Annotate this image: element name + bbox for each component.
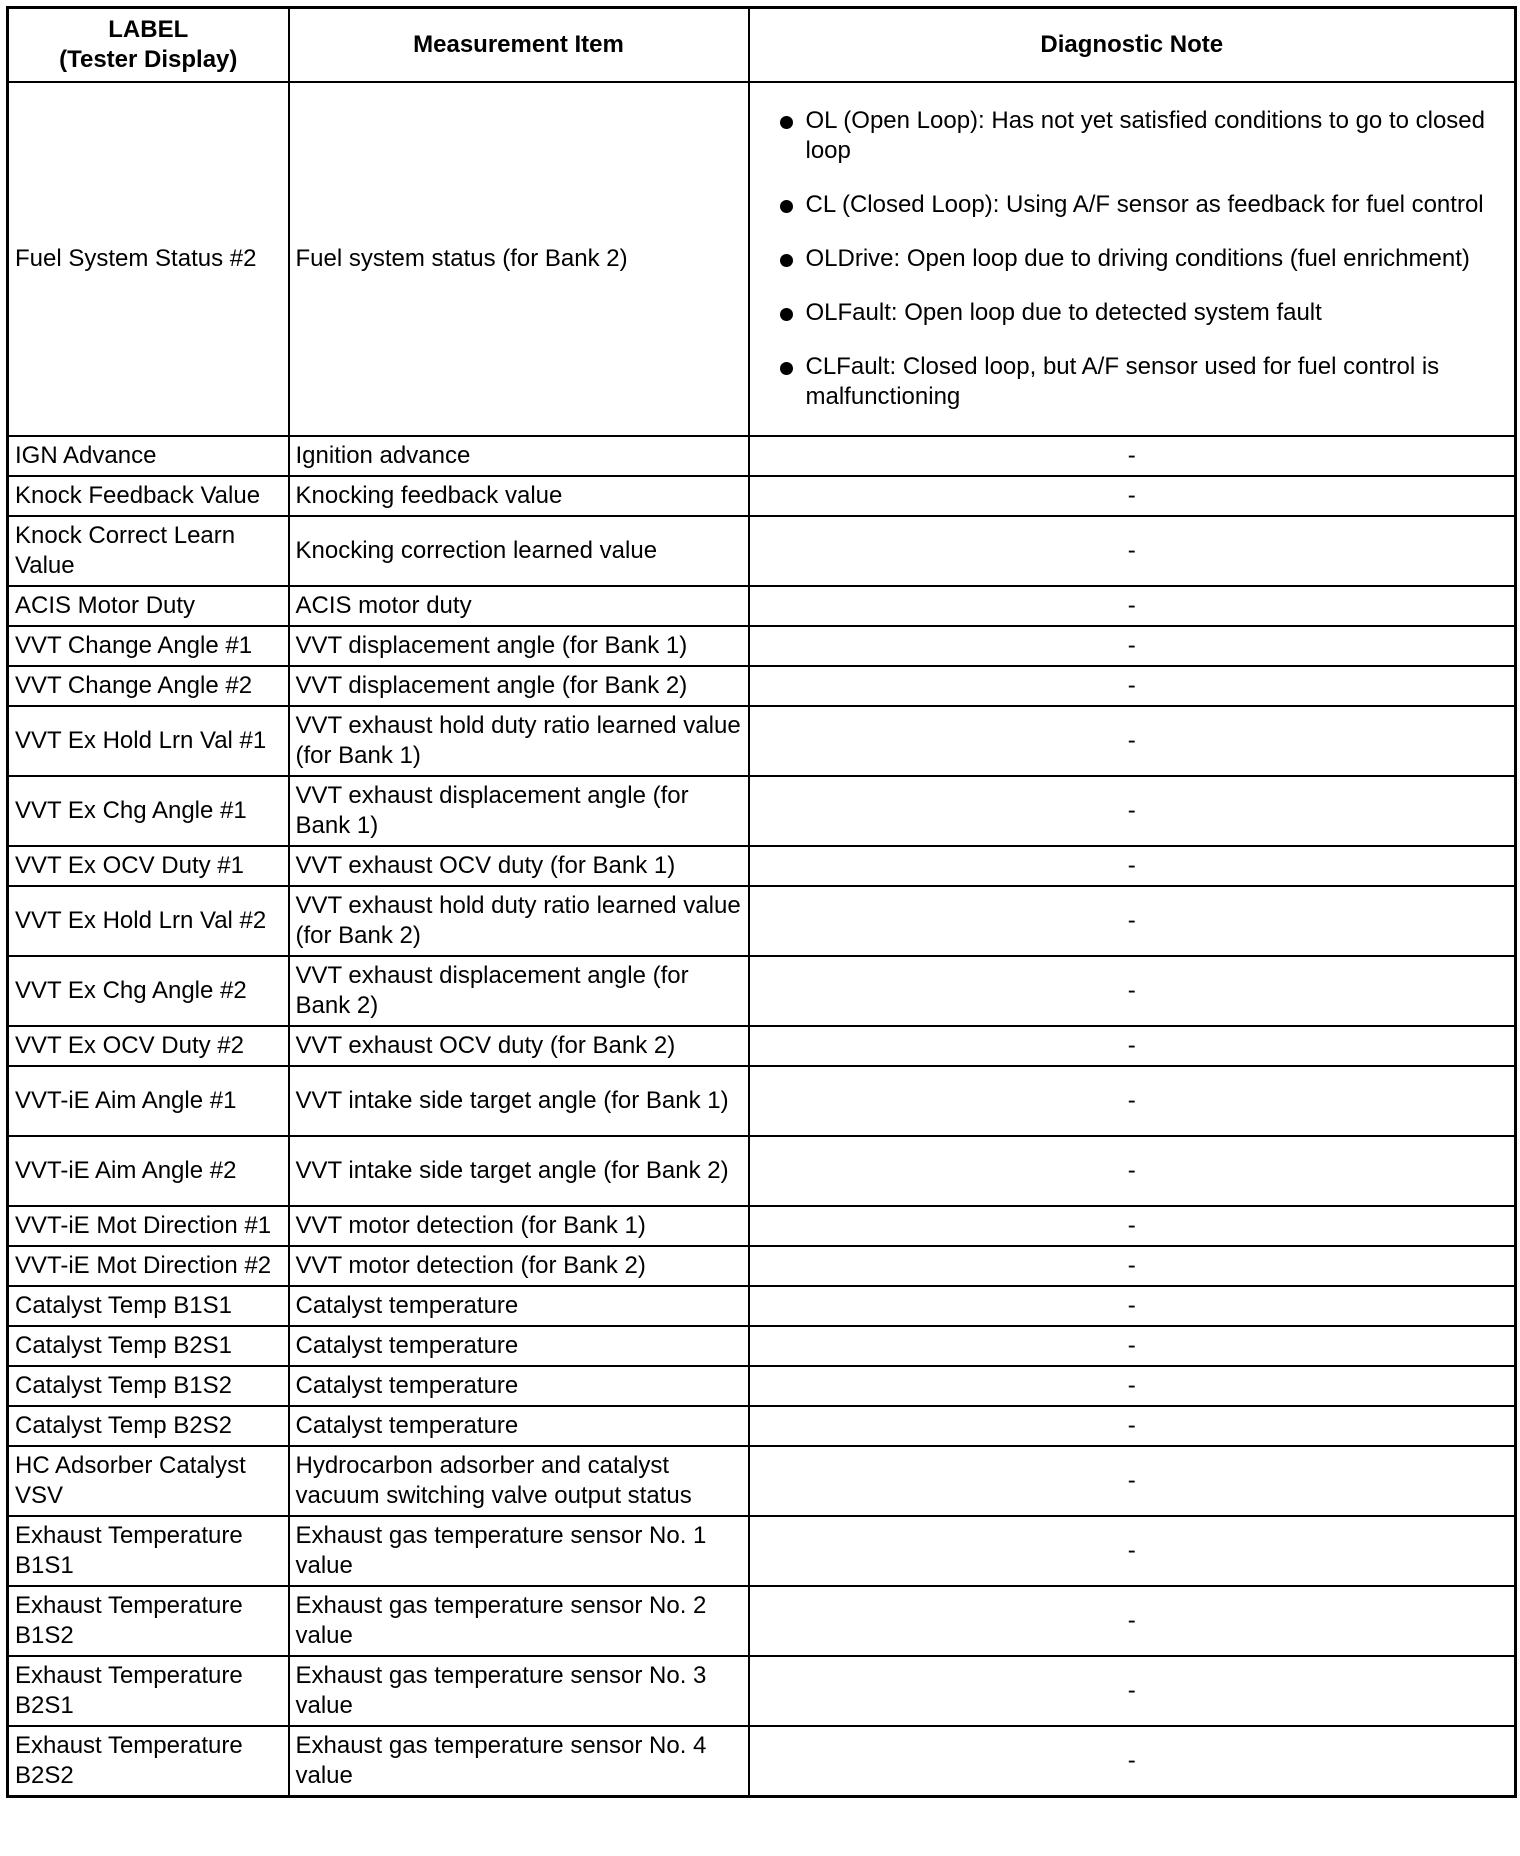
row-measurement-item: VVT displacement angle (for Bank 2) [289,666,749,706]
table-row [8,776,1516,846]
row-label: IGN Advance [8,436,289,476]
row-label: VVT-iE Mot Direction #1 [8,1206,289,1246]
note-text: CLFault: Closed loop, but A/F sensor used for fuel control is malfunctioning [805,353,1440,410]
table-row [8,1406,1516,1446]
row-diagnostic-note: - [749,956,1516,1026]
row-label: VVT-iE Mot Direction #2 [8,1246,289,1286]
row-label: VVT Change Angle #1 [8,626,289,666]
table-row [8,956,1516,1026]
row-label: Exhaust Temperature B1S1 [8,1516,289,1586]
row-diagnostic-note: - [749,1406,1516,1446]
row-label: VVT Change Angle #2 [8,666,289,706]
bullet-icon [780,200,793,213]
header-label-line2: (Tester Display) [59,46,238,73]
table-row [8,626,1516,666]
row-label: Catalyst Temp B2S1 [8,1326,289,1366]
row-label: Exhaust Temperature B2S2 [8,1726,289,1797]
table-row [8,1586,1516,1656]
note-text: CL (Closed Loop): Using A/F sensor as feedback for fuel control [805,191,1484,218]
row-diagnostic-note: - [749,1446,1516,1516]
row-label: HC Adsorber Catalyst VSV [8,1446,289,1516]
table-row [8,436,1516,476]
row-label: VVT Ex Hold Lrn Val #2 [8,886,289,956]
row-measurement-item: VVT exhaust OCV duty (for Bank 2) [289,1026,749,1066]
row-measurement-item: VVT exhaust hold duty ratio learned value (for Bank 1) [289,706,749,776]
row-label: Knock Feedback Value [8,476,289,516]
table-row [8,1366,1516,1406]
header-diagnostic-note: Diagnostic Note [749,8,1516,83]
row-diagnostic-note: - [749,626,1516,666]
header-row [8,8,1516,83]
row-measurement-item: VVT motor detection (for Bank 2) [289,1246,749,1286]
row-measurement-item: VVT exhaust OCV duty (for Bank 1) [289,846,749,886]
row-diagnostic-note: - [749,706,1516,776]
note-text: OLDrive: Open loop due to driving conditions (fuel enrichment) [805,245,1470,272]
table-row-fuel-system-status [8,82,1516,436]
row-measurement-item: Catalyst temperature [289,1286,749,1326]
row-diagnostic-note: - [749,1726,1516,1797]
table-row [8,1206,1516,1246]
note-item [768,244,1509,274]
row-diagnostic-note [749,82,1516,436]
note-text: OLFault: Open loop due to detected system fault [805,299,1322,326]
row-measurement-item: Exhaust gas temperature sensor No. 3 value [289,1656,749,1726]
row-measurement-item: Exhaust gas temperature sensor No. 2 value [289,1586,749,1656]
header-label-line1: LABEL [108,16,189,43]
row-diagnostic-note: - [749,846,1516,886]
row-diagnostic-note: - [749,886,1516,956]
note-item [768,298,1509,328]
row-label: VVT-iE Aim Angle #1 [8,1066,289,1136]
row-label: VVT Ex Chg Angle #1 [8,776,289,846]
row-label: Catalyst Temp B2S2 [8,1406,289,1446]
row-diagnostic-note: - [749,666,1516,706]
row-label: Exhaust Temperature B2S1 [8,1656,289,1726]
row-diagnostic-note: - [749,1246,1516,1286]
row-diagnostic-note: - [749,1136,1516,1206]
row-measurement-item: Hydrocarbon adsorber and catalyst vacuum switching valve output status [289,1446,749,1516]
table-row [8,476,1516,516]
row-measurement-item: VVT displacement angle (for Bank 1) [289,626,749,666]
row-diagnostic-note: - [749,1326,1516,1366]
row-label: VVT-iE Aim Angle #2 [8,1136,289,1206]
row-diagnostic-note: - [749,1516,1516,1586]
table-row [8,1286,1516,1326]
row-measurement-item: ACIS motor duty [289,586,749,626]
row-measurement-item: Catalyst temperature [289,1406,749,1446]
table-row [8,706,1516,776]
fuel-status-notes-list [756,106,1509,412]
row-diagnostic-note: - [749,776,1516,846]
row-measurement-item: Knocking feedback value [289,476,749,516]
row-label: VVT Ex OCV Duty #2 [8,1026,289,1066]
table-row [8,1136,1516,1206]
row-measurement-item: Knocking correction learned value [289,516,749,586]
table-row [8,1326,1516,1366]
row-diagnostic-note: - [749,516,1516,586]
row-diagnostic-note: - [749,1586,1516,1656]
row-label: ACIS Motor Duty [8,586,289,626]
header-measurement-item: Measurement Item [289,8,749,83]
row-measurement-item: Catalyst temperature [289,1326,749,1366]
table-row [8,846,1516,886]
table-row [8,1066,1516,1136]
row-label: Exhaust Temperature B1S2 [8,1586,289,1656]
row-measurement-item: Exhaust gas temperature sensor No. 4 value [289,1726,749,1797]
table-row [8,666,1516,706]
row-label: VVT Ex OCV Duty #1 [8,846,289,886]
note-item [768,190,1509,220]
row-diagnostic-note: - [749,586,1516,626]
note-item [768,352,1509,412]
table-row [8,1446,1516,1516]
row-measurement-item: Fuel system status (for Bank 2) [289,82,749,436]
table-row [8,1516,1516,1586]
note-item [768,106,1509,166]
row-diagnostic-note: - [749,436,1516,476]
row-measurement-item: VVT exhaust hold duty ratio learned value (for Bank 2) [289,886,749,956]
data-list-table [6,6,1517,1798]
row-measurement-item: Exhaust gas temperature sensor No. 1 value [289,1516,749,1586]
row-measurement-item: Ignition advance [289,436,749,476]
row-measurement-item: VVT exhaust displacement angle (for Bank 1) [289,776,749,846]
row-measurement-item: VVT intake side target angle (for Bank 2) [289,1136,749,1206]
row-diagnostic-note: - [749,476,1516,516]
row-measurement-item: VVT motor detection (for Bank 1) [289,1206,749,1246]
row-measurement-item: VVT intake side target angle (for Bank 1) [289,1066,749,1136]
table-row [8,1026,1516,1066]
row-diagnostic-note: - [749,1366,1516,1406]
bullet-icon [780,308,793,321]
table-row [8,1246,1516,1286]
row-label: Knock Correct Learn Value [8,516,289,586]
table-row [8,586,1516,626]
header-label [8,8,289,83]
row-label: Fuel System Status #2 [8,82,289,436]
table-row [8,516,1516,586]
table-row [8,1726,1516,1797]
data-list-page [6,6,1514,1798]
row-diagnostic-note: - [749,1656,1516,1726]
row-diagnostic-note: - [749,1066,1516,1136]
row-diagnostic-note: - [749,1026,1516,1066]
row-measurement-item: Catalyst temperature [289,1366,749,1406]
row-diagnostic-note: - [749,1206,1516,1246]
row-diagnostic-note: - [749,1286,1516,1326]
bullet-icon [780,362,793,375]
row-label: Catalyst Temp B1S1 [8,1286,289,1326]
table-row [8,886,1516,956]
row-label: VVT Ex Hold Lrn Val #1 [8,706,289,776]
note-text: OL (Open Loop): Has not yet satisfied conditions to go to closed loop [805,107,1485,164]
bullet-icon [780,254,793,267]
table-row [8,1656,1516,1726]
row-measurement-item: VVT exhaust displacement angle (for Bank 2) [289,956,749,1026]
row-label: Catalyst Temp B1S2 [8,1366,289,1406]
row-label: VVT Ex Chg Angle #2 [8,956,289,1026]
bullet-icon [780,116,793,129]
